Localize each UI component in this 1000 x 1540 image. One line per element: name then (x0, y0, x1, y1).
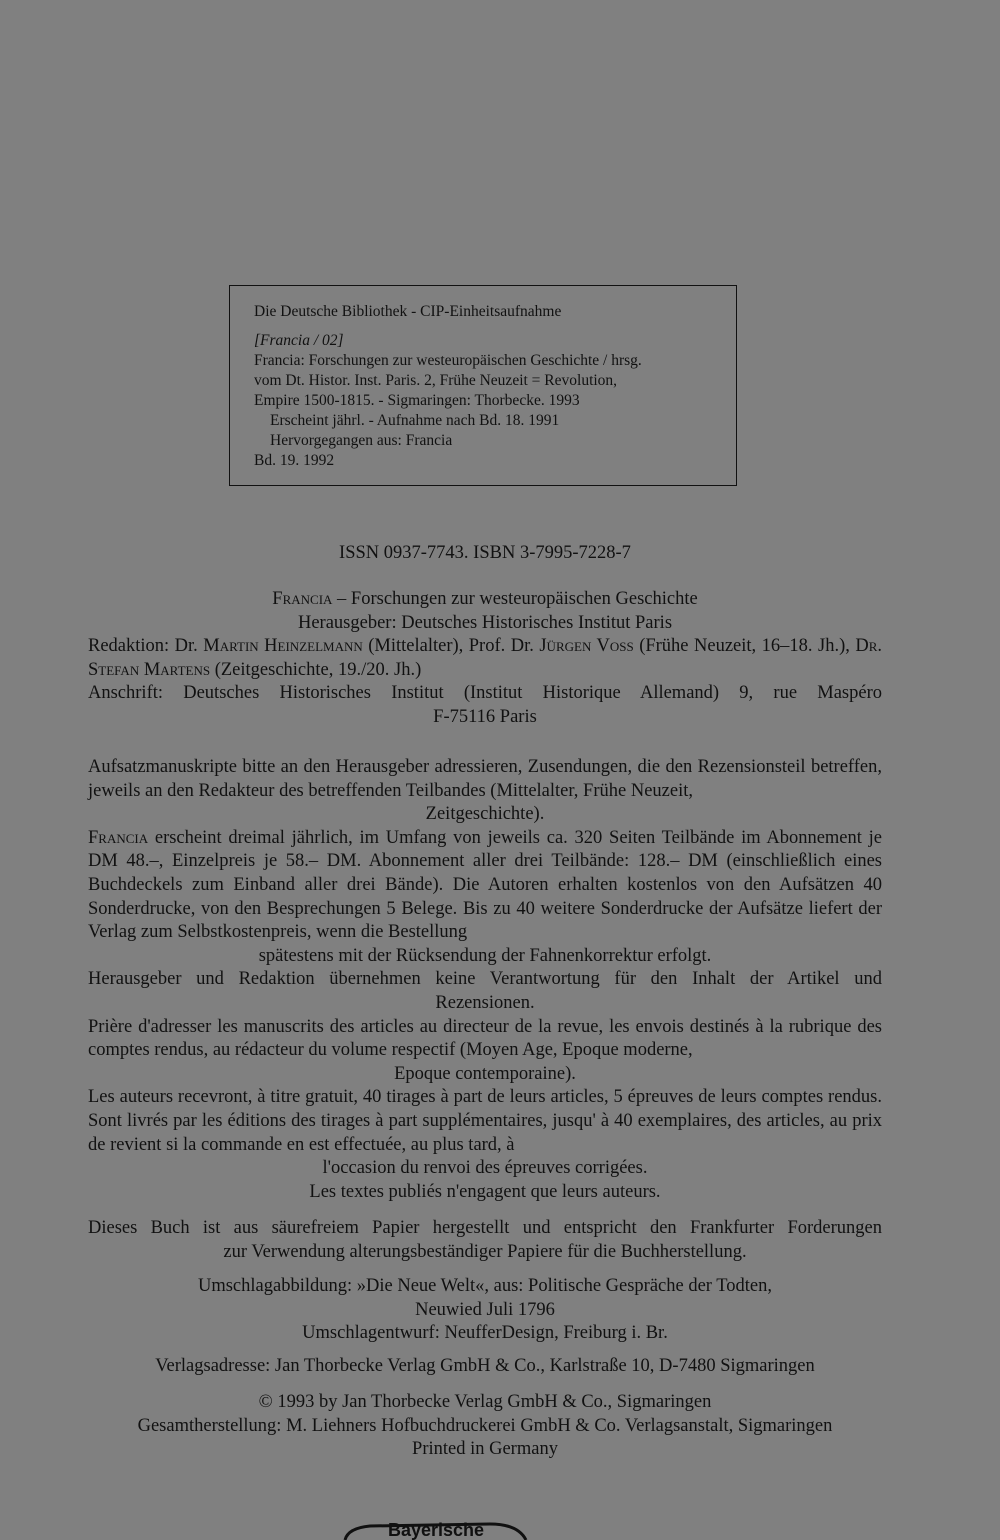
cip-indented-line: Hervorgegangen aus: Francia (270, 432, 453, 449)
fr-authors-paragraph: Les auteurs recevront, à titre gratuit, 40 tirages à part de leurs articles, 5 épreuves de leurs comptes rendus. Sont livrés par les éditions des tirages à part supplémentaires, jusqu' à 40 exemplaires, des articles, au prix de revient si la commande en est effectuée, au plus tard, à (88, 1087, 882, 1155)
frequency-text: erscheint dreimal jährlich, im Umfang von jeweils ca. 320 Seiten Teilbände im Abonnement je DM 48.–, Einzelpreis je 58.– DM. Abonnement aller drei Teilbände: 128.– DM (einschließlich eines Buchdeckels zum Einband aller drei Bände). Die Autoren erhalten kostenlos von den Aufsätzen 40 Sonderdrucke, von den Besprechungen 5 Belege. Bis zu 40 weitere Sonderdrucke der Aufsätze liefert der Verlag zum Selbstkostenpreis, wenn die Bestellung (88, 827, 882, 943)
fr-disclaimer: Les textes publiés n'engagent que leurs auteurs. (309, 1181, 661, 1202)
publisher-address: Verlagsadresse: Jan Thorbecke Verlag GmbH & Co., Karlstraße 10, D-7480 Sigmaringen (155, 1356, 815, 1376)
library-stamp (340, 1460, 530, 1540)
cover-design-line: Umschlagentwurf: NeufferDesign, Freiburg i. Br. (302, 1323, 668, 1344)
editors-paragraph (88, 635, 882, 682)
liability-paragraph-end: Rezensionen. (435, 992, 535, 1013)
cover-illustration-line: Umschlagabbildung: »Die Neue Welt«, aus: Politische Gespräche der Todten, (197, 1276, 772, 1296)
editors-text: (Mittelalter), Prof. Dr. (362, 636, 540, 657)
isbn-line: ISSN 0937-7743. ISBN 3-7995-7228-7 (339, 543, 631, 563)
frequency-paragraph (88, 827, 882, 945)
info-section (88, 756, 882, 1204)
editor-name: Jürgen Voss (539, 636, 634, 657)
address-line: Anschrift: Deutsches Historisches Institut (Institut Historique Allemand) 9, rue Maspéro (88, 683, 882, 704)
stamp-text: Bayerische (388, 1520, 485, 1540)
printed-in-line: Printed in Germany (412, 1439, 558, 1460)
cip-series-tag: [Francia / 02] (254, 332, 344, 349)
editors-text: Redaktion: Dr. (88, 636, 204, 657)
editors-text: (Frühe Neuzeit, 16–18. Jh.), (633, 636, 856, 657)
copyright-block (88, 1391, 882, 1462)
cip-line: Francia: Forschungen zur westeuropäischen Geschichte / hrsg. (254, 352, 642, 369)
editor-name: Martin Heinzelmann (203, 636, 363, 657)
cover-illustration-line: Neuwied Juli 1796 (415, 1299, 555, 1320)
fr-manuscripts-paragraph-end: Epoque contemporaine). (394, 1063, 576, 1084)
cip-title: Die Deutsche Bibliothek - CIP-Einheitsaufnahme (254, 303, 562, 320)
journal-name: Francia (88, 827, 149, 848)
manuscripts-paragraph-end: Zeitgeschichte). (425, 804, 545, 825)
journal-name: Francia (272, 589, 333, 609)
fr-manuscripts-paragraph: Prière d'adresser les manuscrits des articles au directeur de la revue, les envois destinés à la rubrique des comptes rendus, au rédacteur du volume respectif (Moyen Age, Epoque moderne, (88, 1016, 882, 1061)
publisher-line: Herausgeber: Deutsches Historisches Institut Paris (297, 612, 673, 633)
manuscripts-paragraph: Aufsatzmanuskripte bitte an den Herausgeber adressieren, Zusendungen, die den Rezensionsteil betreffen, jeweils an den Redakteur des betreffenden Teilbandes (Mittelalter, Frühe Neuzeit, (88, 757, 882, 801)
address-city: F-75116 Paris (433, 706, 537, 727)
paper-notice (88, 1217, 882, 1264)
fr-authors-paragraph-end: l'occasion du renvoi des épreuves corrigées. (322, 1158, 648, 1179)
paper-line: zur Verwendung alterungsbeständiger Papiere für die Buchherstellung. (223, 1241, 747, 1262)
masthead (88, 588, 882, 730)
cip-last-line: Bd. 19. 1992 (254, 452, 335, 469)
journal-subtitle: – Forschungen zur westeuropäischen Geschichte (332, 589, 698, 609)
cip-record-box (229, 285, 737, 486)
journal-line (88, 588, 882, 612)
printer-line: Gesamtherstellung: M. Liehners Hofbuchdruckerei GmbH & Co. Verlagsanstalt, Sigmaringen (137, 1415, 833, 1436)
frequency-paragraph-end: spätestens mit der Rücksendung der Fahnenkorrektur erfolgt. (258, 945, 712, 966)
editor-name: Dr. Stefan Martens (88, 636, 883, 680)
cover-credits (88, 1275, 882, 1346)
cip-line: Empire 1500-1815. - Sigmaringen: Thorbecke. 1993 (254, 392, 580, 409)
editors-text: (Zeitgeschichte, 19./20. Jh.) (210, 659, 422, 680)
copyright-line: © 1993 by Jan Thorbecke Verlag GmbH & Co., Sigmaringen (258, 1392, 712, 1412)
paper-line: Dieses Buch ist aus säurefreiem Papier hergestellt und entspricht den Frankfurter Forderungen (88, 1218, 882, 1238)
liability-paragraph: Herausgeber und Redaktion übernehmen keine Verantwortung für den Inhalt der Artikel und (88, 969, 882, 990)
cip-line: vom Dt. Histor. Inst. Paris. 2, Frühe Neuzeit = Revolution, (254, 372, 618, 389)
cip-indented-line: Erscheint jährl. - Aufnahme nach Bd. 18. 1991 (270, 412, 560, 429)
